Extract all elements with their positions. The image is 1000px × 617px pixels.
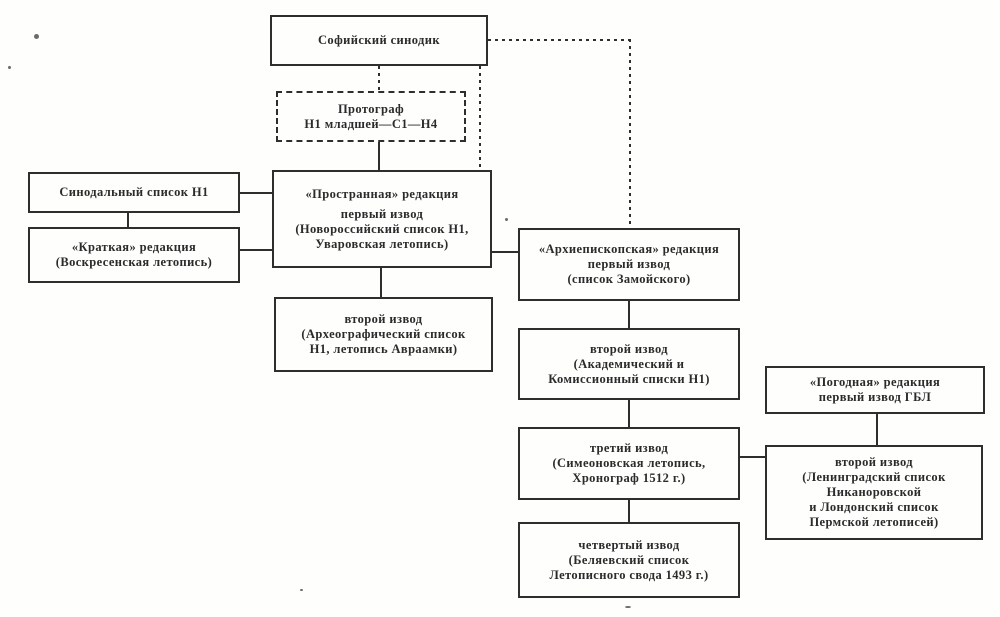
scan-speck (505, 218, 508, 221)
node-vtoroy-izvod-akademichesky (518, 328, 740, 400)
scan-speck (8, 66, 11, 69)
connector-sinodalny-to-prostrannaya (240, 192, 272, 194)
connector-sinodalny-to-kratkaya (127, 213, 129, 227)
node-label: Пермской летописей) (809, 515, 939, 529)
node-label: Синодальный список Н1 (59, 185, 209, 199)
connector-prostrannaya-to-vtoroy-arkheografichesky (380, 268, 382, 297)
node-label: третий извод (589, 441, 669, 455)
node-label: «Погодная» редакция (809, 375, 941, 389)
node-vtoroy-izvod-leningradsky (765, 445, 983, 540)
node-label: Хронограф 1512 г.) (572, 471, 686, 485)
node-protograf (276, 91, 466, 142)
node-label: четвертый извод (578, 537, 680, 552)
node-sofiysky-sinodik (270, 15, 488, 66)
connector-sinodik-to-arkhiepiskopskaya-horizontal (488, 39, 631, 41)
node-label: второй извод (344, 312, 423, 326)
node-chetverty-izvod (518, 522, 740, 598)
scan-speck (300, 589, 303, 591)
node-label: (Новороссийский список Н1, (295, 221, 469, 236)
connector-tretiy-to-vtoroy-leningradsky (740, 456, 765, 458)
node-arkhiepiskopskaya-redakcia (518, 228, 740, 301)
node-label: Летописного свода 1493 г.) (549, 567, 709, 582)
node-label: Н1, летопись Авраамки) (309, 342, 458, 356)
node-label: и Лондонский список (809, 500, 939, 514)
node-tretiy-izvod (518, 427, 740, 500)
node-pogodnaya-redakcia (765, 366, 985, 414)
node-label: Уваровская летопись) (315, 236, 449, 251)
node-label: (Воскресенская летопись) (55, 255, 213, 269)
node-vtoroy-izvod-arkheografichesky (274, 297, 493, 372)
scan-speck (34, 34, 39, 39)
connector-arkhiepiskopskaya-to-vtoroy-akademichesky (628, 301, 630, 328)
node-label: «Пространная» редакция (305, 186, 459, 201)
connector-protograf-to-prostrannaya (378, 142, 380, 170)
node-prostrannaya-redakcia (272, 170, 492, 268)
connector-prostrannaya-to-arkhiepiskopskaya (492, 251, 518, 253)
connector-pogodnaya-to-vtoroy-leningradsky (876, 414, 878, 445)
connector-sinodik-to-protograf (378, 66, 380, 91)
connector-tretiy-to-chetverty (628, 500, 630, 522)
node-label: «Архиепископская» редакция (538, 242, 720, 256)
node-label: Н1 младшей—С1—Н4 (304, 116, 438, 131)
node-label: Никаноровской (826, 485, 922, 499)
node-label: (Академический и (573, 356, 685, 371)
connector-sinodik-to-prostrannaya (479, 66, 481, 170)
node-label: первый извод (587, 257, 671, 271)
node-label: Софийский синодик (318, 33, 440, 47)
node-label: второй извод (589, 341, 669, 356)
connector-vtoroy-akademichesky-to-tretiy (628, 400, 630, 427)
node-label: «Краткая» редакция (71, 240, 197, 254)
node-label: (Беляевский список (568, 552, 690, 567)
node-label: Комиссионный списки Н1) (548, 371, 710, 386)
node-label: первый извод ГБЛ (818, 390, 932, 404)
node-kratkaya-redakcia (28, 227, 240, 283)
node-label: первый извод (340, 206, 424, 221)
node-label: (Симеоновская летопись, (552, 456, 706, 470)
node-label: Протограф (337, 101, 405, 116)
node-label: (Археографический список (301, 327, 466, 341)
scan-speck (625, 606, 631, 608)
node-label: второй извод (834, 455, 914, 469)
connector-kratkaya-to-prostrannaya (240, 249, 272, 251)
node-label: (Ленинградский список (802, 470, 946, 484)
node-label: (список Замойского) (567, 272, 691, 286)
node-sinodalny-spisok-n1 (28, 172, 240, 213)
connector-sinodik-to-arkhiepiskopskaya-vertical (629, 39, 631, 228)
